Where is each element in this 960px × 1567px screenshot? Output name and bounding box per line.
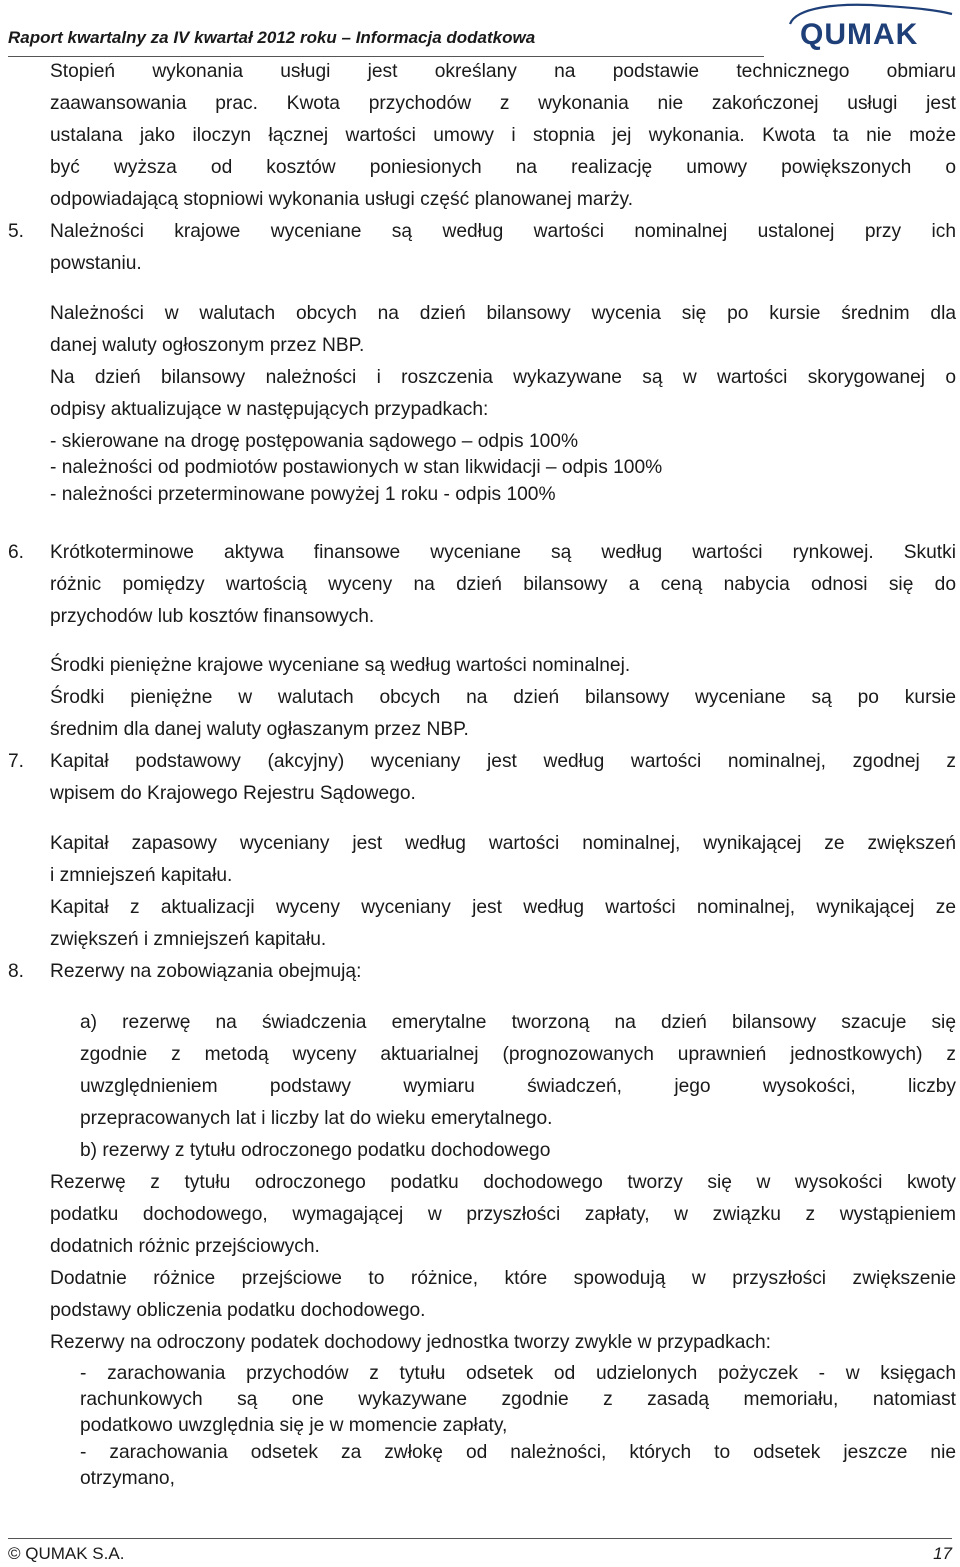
body-line: przepracowanych lat i liczby lat do wieku emerytalnego.	[80, 1108, 553, 1129]
body-line: podstawy obliczenia podatku dochodowego.	[50, 1300, 426, 1321]
list-item: - należności od podmiotów postawionych w stan likwidacji – odpis 100%	[50, 457, 663, 478]
body-line: odpowiadającą stopniowi wykonania usługi część planowanej marży.	[50, 189, 634, 210]
body-line: zgodnie z metodą wyceny aktuarialnej (prognozowanych uprawnień jednostkowych) z	[80, 1044, 956, 1065]
body-line: dodatnich różnic przejściowych.	[50, 1236, 320, 1257]
body-line: Krótkoterminowe aktywa finansowe wyceniane są według wartości rynkowej. Skutki	[50, 542, 956, 563]
body-line: Kapitał z aktualizacji wyceny wyceniany jest według wartości nominalnej, wynikającej ze	[50, 897, 956, 918]
logo-wordmark: QUMAK	[800, 18, 919, 51]
body-line: ustalana jako iloczyn łącznej wartości umowy i stopnia jej wykonania. Kwota ta nie może	[50, 125, 956, 146]
body-line: wpisem do Krajowego Rejestru Sądowego.	[50, 783, 416, 804]
header-divider	[8, 56, 764, 57]
body-line: średnim dla danej waluty ogłaszanym przez NBP.	[50, 719, 469, 740]
body-line: Dodatnie różnice przejściowe to różnice, które spowodują w przyszłości zwiększenie	[50, 1268, 956, 1289]
body-line: Należności w walutach obcych na dzień bilansowy wycenia się po kursie średnim dla	[50, 303, 956, 324]
body-line: odpisy aktualizujące w następujących przypadkach:	[50, 399, 489, 420]
report-title: Raport kwartalny za IV kwartał 2012 roku – Informacja dodatkowa	[8, 28, 536, 47]
body-line: i zmniejszeń kapitału.	[50, 865, 233, 886]
body-line: Środki pieniężne w walutach obcych na dzień bilansowy wyceniane są po kursie	[50, 687, 956, 708]
body-line: Kapitał podstawowy (akcyjny) wyceniany jest według wartości nominalnej, zgodnej z	[50, 751, 956, 772]
page-number: 17	[933, 1544, 952, 1563]
body-line: Środki pieniężne krajowe wyceniane są według wartości nominalnej.	[50, 655, 631, 676]
item-number: 8.	[8, 961, 25, 982]
item-number: 5.	[8, 221, 25, 242]
body-line: Rezerwy na zobowiązania obejmują:	[50, 961, 362, 982]
list-item: otrzymano,	[80, 1468, 175, 1489]
list-item: - zarachowania przychodów z tytułu odsetek od udzielonych pożyczek - w księgach	[80, 1363, 956, 1384]
qumak-logo	[776, 0, 960, 56]
body-line: zwiększeń i zmniejszeń kapitału.	[50, 929, 327, 950]
body-line: b) rezerwy z tytułu odroczonego podatku dochodowego	[80, 1140, 551, 1161]
footer-divider	[8, 1538, 952, 1539]
body-line: uwzględnieniem podstawy wymiaru świadczeń, jego wysokości, liczby	[80, 1076, 956, 1097]
body-line: przychodów lub kosztów finansowych.	[50, 606, 375, 627]
body-line: być wyższa od kosztów poniesionych na realizację umowy powiększonych o	[50, 157, 956, 178]
list-item: rachunkowych są one wykazywane zgodnie z zasadą memoriału, natomiast	[80, 1389, 956, 1410]
item-number: 7.	[8, 751, 25, 772]
body-line: a) rezerwę na świadczenia emerytalne tworzoną na dzień bilansowy szacuje się	[80, 1012, 956, 1033]
list-item: - zarachowania odsetek za zwłokę od należności, których to odsetek jeszcze nie	[80, 1442, 956, 1463]
body-line: Należności krajowe wyceniane są według wartości nominalnej ustalonej przy ich	[50, 221, 956, 242]
list-item: - skierowane na drogę postępowania sądowego – odpis 100%	[50, 431, 579, 452]
body-line: Rezerwę z tytułu odroczonego podatku dochodowego tworzy się w wysokości kwoty	[50, 1172, 956, 1193]
list-item: podatkowo uwzględnia się je w momencie zapłaty,	[80, 1415, 508, 1436]
body-line: Rezerwy na odroczony podatek dochodowy jednostka tworzy zwykle w przypadkach:	[50, 1332, 771, 1353]
body-line: powstaniu.	[50, 253, 142, 274]
body-line: Kapitał zapasowy wyceniany jest według wartości nominalnej, wynikającej ze zwiększeń	[50, 833, 956, 854]
body-line: Na dzień bilansowy należności i roszczenia wykazywane są w wartości skorygowanej o	[50, 367, 956, 388]
footer-company: © QUMAK S.A.	[8, 1544, 125, 1563]
body-line: podatku dochodowego, wymagającej w przyszłości zapłaty, w związku z wystąpieniem	[50, 1204, 956, 1225]
body-line: zaawansowania prac. Kwota przychodów z wykonania nie zakończonej usługi jest	[50, 93, 956, 114]
item-number: 6.	[8, 542, 25, 563]
list-item: - należności przeterminowane powyżej 1 roku - odpis 100%	[50, 484, 556, 505]
body-line: Stopień wykonania usługi jest określany na podstawie technicznego obmiaru	[50, 61, 956, 82]
body-line: danej waluty ogłoszonym przez NBP.	[50, 335, 365, 356]
body-line: różnic pomiędzy wartością wyceny na dzień bilansowy a ceną nabycia odnosi się do	[50, 574, 956, 595]
